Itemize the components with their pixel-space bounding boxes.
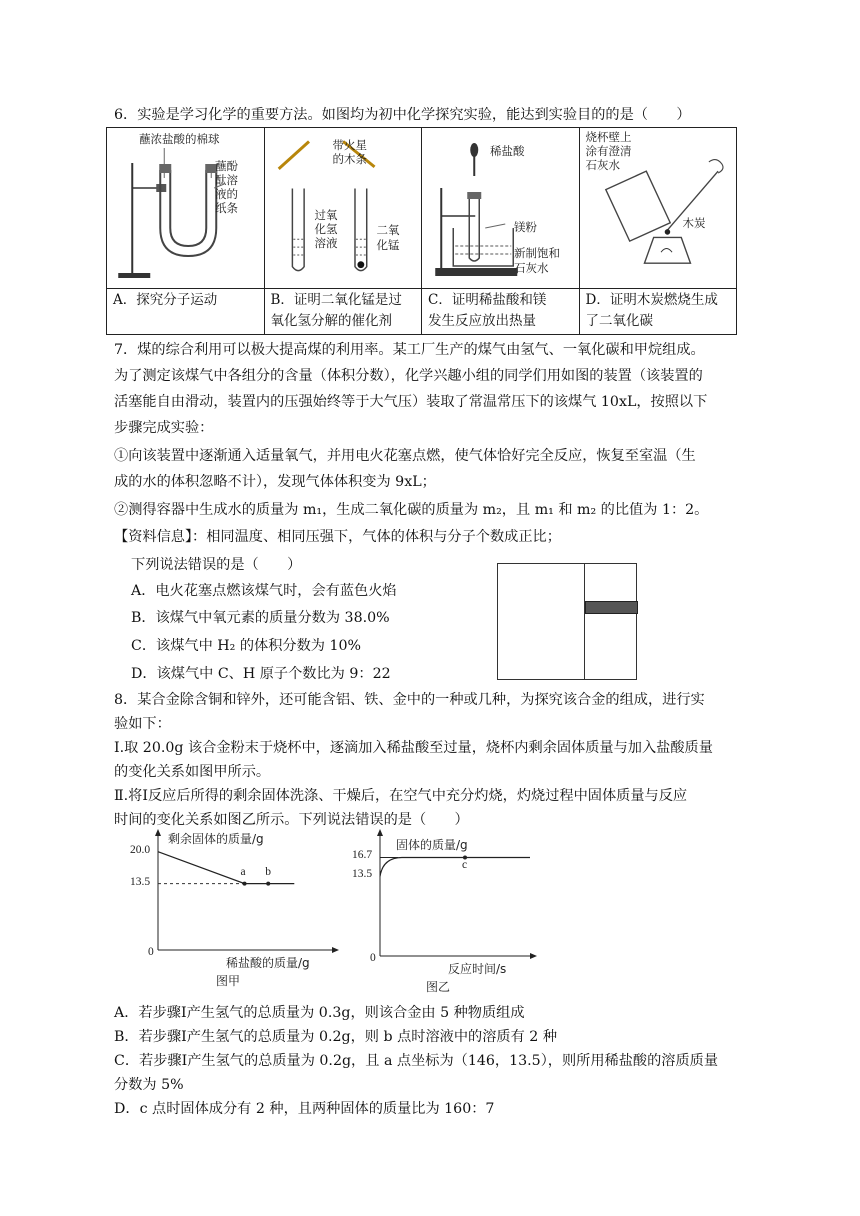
label-mno2-2: 化锰	[376, 238, 400, 252]
chart-jia-ytick-13-5: 13.5	[130, 875, 151, 888]
label-phenol-3: 液的	[215, 187, 238, 201]
q6-panel-d	[579, 128, 737, 289]
q6-stem: 6．实验是学习化学的重要方法。如图均为初中化学探究实验，能达到实验目的的是（ ）	[114, 107, 691, 123]
chart-yi-ylabel: 固体的质量/g	[396, 838, 468, 852]
q6-option-d-l1: D．证明木炭燃烧生成	[585, 292, 718, 308]
label-h2o2-3: 溶液	[314, 236, 338, 250]
chart-yi-origin: 0	[370, 952, 376, 964]
q6-experiment-table	[106, 127, 737, 335]
chart-yi-series-line	[380, 857, 530, 876]
q7-ask: 下列说法错误的是（ ）	[131, 557, 302, 573]
chart-yi-ytick-16-7: 16.7	[352, 849, 373, 862]
label-limewater-1: 新制饱和	[514, 246, 560, 260]
q6-option-b[interactable]	[264, 289, 422, 335]
q8-stem-2: 验如下：	[114, 716, 171, 732]
label-phenol-1: 蘸酚	[215, 159, 238, 173]
label-splint-1: 带火星	[332, 138, 367, 152]
chart-jia-point-b	[266, 882, 270, 886]
chart-jia-ylabel: 剩余固体的质量/g	[168, 832, 264, 846]
label-phenol-2: 酞溶	[215, 173, 238, 187]
chart-yi-ytick-13-5: 13.5	[352, 868, 373, 881]
q7-step2: ②测得容器中生成水的质量为 m₁，生成二氧化碳的质量为 m₂，且 m₁ 和 m₂ 的比值为 1：2。	[114, 502, 709, 518]
piston-plate	[584, 564, 585, 679]
chart-jia-xlabel: 稀盐酸的质量/g	[226, 956, 310, 970]
chart-jia	[120, 826, 340, 996]
q7-option-b[interactable]: B．该煤气中氧元素的质量分数为 38.0%	[131, 610, 390, 626]
q8-option-b[interactable]: B．若步骤Ⅰ产生氢气的总质量为 0.2g，则 b 点时溶液中的溶质有 2 种	[114, 1029, 558, 1045]
chart-jia-ytick-20: 20.0	[130, 843, 151, 856]
label-h2o2-2: 化氢	[314, 222, 338, 236]
label-splint-2: 的木条	[332, 152, 367, 166]
q7-option-d[interactable]: D．该煤气中 C、H 原子个数比为 9：22	[131, 666, 391, 682]
q7-option-a[interactable]: A．电火花塞点燃该煤气时，会有蓝色火焰	[131, 583, 397, 599]
q7-info: 【资料信息】：相同温度、相同压强下，气体的体积与分子个数成正比；	[114, 529, 561, 545]
label-beaker-1: 烧杯壁上	[585, 130, 632, 144]
piston-rod	[585, 601, 638, 614]
q8-option-c-2: 分数为 5%	[114, 1077, 184, 1093]
chart-jia-point-a	[243, 882, 247, 886]
q6-option-c-l1: C．证明稀盐酸和镁	[428, 292, 547, 308]
q6-option-c-l2: 发生反应放出热量	[428, 313, 536, 329]
q7-stem-3: 活塞能自由滑动，装置内的压强始终等于大气压）装取了常温常压下的该煤气 10xL，按照以下	[114, 394, 708, 410]
q6-panel-c	[422, 128, 580, 289]
q7-step1-a: ①向该装置中逐渐通入适量氧气，并用电火花塞点燃，使气体恰好完全反应，恢复至室温（生	[114, 448, 696, 464]
chart-jia-y-arrow	[155, 829, 161, 836]
q8-step2-b: 时间的变化关系如图乙所示。下列说法错误的是（ ）	[114, 812, 469, 828]
chart-yi	[340, 826, 540, 996]
label-limewater-2: 石灰水	[514, 261, 549, 275]
q6-option-c[interactable]	[422, 289, 580, 335]
q6-option-b-l1: B．证明二氧化锰是过	[270, 292, 402, 308]
q8-option-d[interactable]: D．c 点时固体成分有 2 种，且两种固体的质量比为 160：7	[114, 1101, 495, 1117]
chart-yi-caption: 图乙	[426, 980, 451, 994]
chart-jia-caption: 图甲	[216, 974, 241, 988]
label-hcl: 稀盐酸	[490, 144, 525, 158]
q8-option-a[interactable]: A．若步骤Ⅰ产生氢气的总质量为 0.3g，则该合金由 5 种物质组成	[114, 1005, 525, 1021]
q6-option-a-l1: A．探究分子运动	[113, 292, 218, 308]
q6-option-a[interactable]	[107, 289, 265, 335]
q8-step1-b: 的变化关系如图甲所示。	[114, 764, 271, 780]
piston-apparatus	[497, 563, 637, 680]
label-charcoal: 木炭	[682, 216, 706, 230]
q7-stem-1: 7．煤的综合利用可以极大提高煤的利用率。某工厂生产的煤气由氢气、一氧化碳和甲烷组成。	[114, 342, 705, 358]
q6-option-d[interactable]	[579, 289, 737, 335]
q8-step2-a: Ⅱ.将Ⅰ反应后所得的剩余固体洗涤、干燥后，在空气中充分灼烧，灼烧过程中固体质量与反应	[114, 788, 688, 804]
q6-option-d-l2: 了二氧化碳	[585, 313, 653, 329]
q6-panel-a	[107, 128, 265, 289]
chart-yi-x-arrow	[530, 953, 537, 959]
q6-panel-b	[264, 128, 422, 289]
chart-jia-x-arrow	[332, 947, 339, 953]
label-mno2-1: 二氧	[376, 223, 400, 237]
q7-option-c[interactable]: C．该煤气中 H₂ 的体积分数为 10%	[131, 638, 362, 654]
chart-yi-point-c-label: c	[462, 859, 468, 872]
label-cotton-ball: 蘸浓盐酸的棉球	[139, 132, 220, 146]
q8-step1-a: Ⅰ.取 20.0g 该合金粉末于烧杯中，逐滴加入稀盐酸至过量，烧杯内剩余固体质量与加入盐酸质量	[114, 740, 713, 756]
chart-jia-point-b-label: b	[265, 865, 271, 878]
u-tube-apparatus-icon	[107, 128, 264, 288]
q7-step1-b: 成的水的体积忽略不计），发现气体体积变为 9xL；	[114, 474, 436, 490]
chart-jia-series-line	[158, 852, 294, 884]
chart-jia-origin: 0	[148, 946, 154, 958]
label-h2o2-1: 过氧	[314, 208, 338, 222]
label-mg: 镁粉	[514, 220, 537, 234]
chart-jia-point-a-label: a	[240, 865, 246, 878]
label-phenol-4: 纸条	[215, 201, 238, 215]
q7-stem-4: 步骤完成实验：	[114, 420, 214, 436]
chart-yi-xlabel: 反应时间/s	[448, 962, 507, 976]
label-beaker-2: 涂有澄清	[585, 144, 632, 158]
q8-option-c-1[interactable]: C．若步骤Ⅰ产生氢气的总质量为 0.2g，且 a 点坐标为（146，13.5），则所用稀盐酸的溶质质量	[114, 1053, 719, 1069]
chart-yi-y-arrow	[377, 829, 383, 836]
q7-stem-2: 为了测定该煤气中各组分的含量（体积分数），化学兴趣小组的同学们用如图的装置（该装置的	[114, 368, 703, 384]
q6-option-b-l2: 氧化氢分解的催化剂	[270, 313, 392, 329]
label-beaker-3: 石灰水	[585, 158, 620, 172]
q8-stem-1: 8．某合金除含铜和锌外，还可能含铝、铁、金中的一种或几种，为探究该合金的组成，进行实	[114, 692, 705, 708]
